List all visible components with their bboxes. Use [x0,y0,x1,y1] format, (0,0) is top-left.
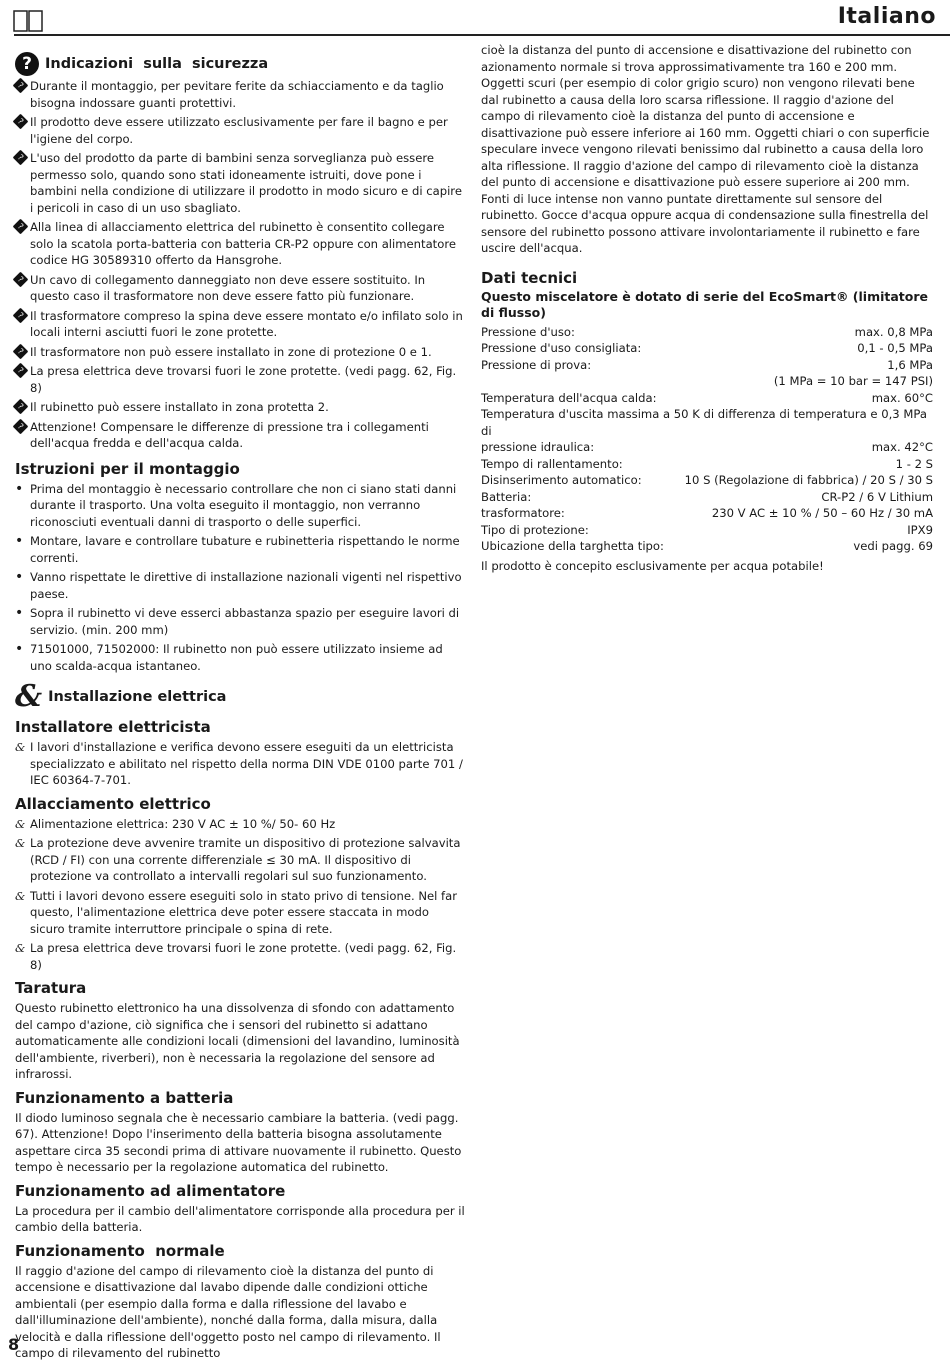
ampersand-icon: & [15,888,26,903]
bullet-icon: • [15,569,24,585]
spec-label: pressione idraulica: [481,440,595,454]
safety-item [15,399,465,416]
safety-heading [15,52,465,76]
safety-item-text: Il trasformatore non può essere installato in zone di protezione 0 e 1. [30,344,432,359]
bullet-icon: • [15,480,24,497]
assembly-title: Istruzioni per il montaggio [15,459,240,478]
spec-value: 1 - 2 S [895,456,933,471]
assembly-item-text: Vanno rispettate le direttive di installazione nazionali vigenti nel rispettivo paese. [30,570,462,601]
calibration-title: Taratura [15,979,87,997]
spec-label: Pressione d'uso: [481,324,575,339]
electrical-heading [15,679,465,714]
safety-item-text: Attenzione! Compensare le differenze di pressione tra i collegamenti dell'acqua fredda e dell'acqua calda. [30,419,429,450]
safety-item-text: Il rubinetto può essere installato in zona protetta 2. [30,400,329,414]
safety-title: Indicazioni sulla sicurezza [45,56,269,72]
assembly-item [15,641,465,674]
warning-diamond-icon [15,344,30,361]
assembly-item-text: 71501000, 71502000: Il rubinetto non può essere utilizzato insieme ad uno scalda-acqua istantaneo. [30,642,443,673]
assembly-item [15,533,465,566]
spec-row [481,357,933,374]
warning-diamond-icon [15,308,30,341]
safety-item-text: Il prodotto deve essere utilizzato esclusivamente per fare il bagno e per l'igiene del corpo. [30,115,448,146]
safety-item [15,150,465,216]
bullet-icon: • [15,605,24,621]
tech-data-title: Dati tecnici [481,268,578,287]
spec-value: IPX9 [907,522,933,537]
assembly-item-text: Prima del montaggio è necessario controllare che non ci siano stati danni durante il trasporto. Una volta eseguito il montaggio, non verranno riconosciuti eventuali danni di trasporto o delle superfici. [30,481,457,529]
spec-row [481,324,933,341]
safety-item [15,272,465,305]
safety-item [15,219,465,269]
spec-label: Disinserimento automatico: [481,473,642,487]
connection-item [15,835,465,885]
battery-title: Funzionamento a batteria [15,1088,234,1107]
safety-item [15,419,465,452]
safety-item-text: La presa elettrica deve trovarsi fuori le zone protette. (vedi pagg. 62, Fig. 8) [30,364,457,395]
spec-label: Batteria: [481,489,532,504]
spec-row [481,505,933,522]
connection-item-text: La presa elettrica deve trovarsi fuori le zone protette. (vedi pagg. 62, Fig. 8) [30,941,457,972]
spec-row [481,522,933,539]
electrician-title: Installatore elettricista [15,718,211,736]
spec-row [481,373,933,390]
spec-value: vedi pagg. 69 [853,539,933,553]
ampersand-icon: & [15,836,26,850]
spec-label: trasformatore: [481,506,565,520]
safety-item [15,308,465,341]
safety-item [15,363,465,396]
spec-label: Temperatura d'uscita massima a 50 K di differenza di temperatura e 0,3 MPa di [481,407,927,438]
connection-item [15,816,465,833]
spec-label: Ubicazione della targhetta tipo: [481,539,664,553]
left-column [15,52,465,673]
spec-value: max. 0,8 MPa [854,324,933,339]
electrician-item [15,739,465,789]
book-icon [13,10,43,32]
warning-diamond-icon [15,419,30,452]
connection-item [15,940,465,973]
safety-item-text: Il trasformatore compreso la spina deve essere montato e/o infilato solo in locali interni asciutti fuori le zone protette. [30,308,463,339]
safety-item-text: L'uso del prodotto da parte di bambini senza sorveglianza può essere permesso solo, quando sono stati idoneamente istruiti, dove pone i bambini nella condizione di utilizzare il prodotto in modo sicuro e di capire i pericoli in caso di un uso sbagliato. [30,151,462,215]
connection-item-text: Tutti i lavori devono essere eseguiti solo in stato privo di tensione. Nel far questo, l'alimentazione elettrica deve poter essere staccata in modo sicuro tramite interruttore principale o spina di rete. [30,888,458,936]
spec-value: (1 MPa = 10 bar = 147 PSI) [773,374,933,388]
spec-label: Tipo di protezione: [481,522,589,537]
calibration-text: Questo rubinetto elettronico ha una dissolvenza di sfondo con adattamento del campo d'azione, ciò significa che i sensori del rubinetto si adattano automaticamente alle condizioni locali (dimensioni del lavandino, luminosità dell'ambiente, riverberi), non è necessaria la regolazione del sensore ad infrarossi. [15,1001,460,1081]
warning-diamond-icon [15,363,30,396]
connection-item [15,888,465,938]
spec-value: 10 S (Regolazione di fabbrica) / 20 S / 30 S [684,473,933,487]
warning-diamond-icon [15,78,30,111]
spec-value: 1,6 MPa [887,357,933,372]
warning-diamond-icon [15,272,30,305]
question-mark-icon: ? [15,52,39,76]
safety-item [15,78,465,111]
spec-row [481,340,933,357]
spec-value: CR-P2 / 6 V Lithium [821,489,933,504]
warning-diamond-icon [15,399,30,416]
safety-list [15,78,465,452]
assembly-list [15,481,465,675]
bullet-icon: • [15,533,24,549]
spec-row [481,439,933,456]
right-column [481,42,933,574]
header-divider [14,34,950,36]
assembly-item [15,481,465,531]
sensor-range-text: cioè la distanza del punto di accensione e disattivazione del rubinetto con azionamento normale si trova approssimativamente tra 160 e 200 mm. Oggetti scuri (per esempio di color grigio scuro) non vengono rilevati bene dal rubinetto a causa della loro scarsa riflessione. Il raggio d'azione del campo di rilevamento cioè la distanza del punto di accensione e disattivazione può essere inferiore ai 160 mm. Oggetti chiari o con superficie speculare invece vengono rilevati benissimo dal rubinetto a causa della loro alta riflessione. Il raggio d'azione del campo di rilevamento cioè la distanza del punto di accensione e disattivazione può essere superiore ai 200 mm. Fonti di luce intense non vanno puntate direttamente sul sensore del rubinetto. Gocce d'acqua oppure acqua di condensazione sulla finestrella del sensore del rubinetto possono attivare involontariamente il rubinetto e fare uscire dell'acqua. [481,43,930,255]
electrical-section [15,679,465,1362]
ampersand-icon: & [15,816,26,831]
electrical-title: Installazione elettrica [48,689,227,705]
assembly-item-text: Sopra il rubinetto vi deve esserci abbastanza spazio per eseguire lavori di servizio. (min. 200 mm) [30,606,460,637]
bullet-icon: • [15,641,24,657]
electrician-item-text: I lavori d'installazione e verifica devono essere eseguiti da un elettricista specializzato e abilitato nel rispetto della norma DIN VDE 0100 parte 701 / IEC 60364-7-701. [30,740,463,787]
spec-row [481,390,933,407]
spec-label: Pressione d'uso consigliata: [481,341,642,355]
power-supply-text: La procedura per il cambio dell'alimentatore corrisponde alla procedura per il cambio della batteria. [15,1203,465,1234]
safety-item [15,344,465,361]
ampersand-icon: & [15,679,43,714]
warning-diamond-icon [15,219,30,269]
normal-operation-title: Funzionamento normale [15,1241,225,1260]
warning-diamond-icon [15,150,30,216]
connection-list [15,816,465,974]
spec-value: 0,1 - 0,5 MPa [857,341,933,355]
spec-label: Tempo di rallentamento: [481,456,623,471]
spec-value: 230 V AC ± 10 % / 50 – 60 Hz / 30 mA [711,506,933,520]
spec-label: Pressione di prova: [481,357,592,372]
language-title: Italiano [837,4,936,29]
power-supply-title: Funzionamento ad alimentatore [15,1181,286,1200]
normal-operation-text: Il raggio d'azione del campo di rilevamento cioè la distanza del punto di accensione e disattivazione dal lavabo dipende dalle condizioni ottiche ambientali (per esempio dalla forma e dalla riflessione del lavabo e dall'illuminazione dell'ambiente), nonché dalla forma, dalla misura, dalla velocità e dalla riflessione dell'oggetto posto nel campo di rilevamento. Il campo di rilevamento del rubinetto [15,1263,441,1360]
spec-row [481,406,933,439]
battery-text: Il diodo luminoso segnala che è necessario cambiare la batteria. (vedi pagg. 67). Attenzione! Dopo l'inserimento della batteria bisogna assolutamente aspettare circa 35 secondi prima di attivare nuovamente il rubinetto. Questo tempo è necessario per la regolazione automatica del rubinetto. [15,1110,462,1174]
electrician-list [15,739,465,789]
footer-note: Il prodotto è concepito esclusivamente per acqua potabile! [481,558,824,573]
assembly-item [15,605,465,638]
spec-row [481,456,933,473]
ampersand-icon: & [15,740,26,754]
spec-row [481,489,933,506]
safety-item-text: Durante il montaggio, per pevitare ferite da schiacciamento e da taglio bisogna indossare guanti protettivi. [30,79,444,110]
safety-item-text: Un cavo di collegamento danneggiato non deve essere sostituito. In questo caso il trasformatore non deve essere fatto più funzionare. [30,272,426,303]
spec-value: max. 60°C [871,390,933,405]
assembly-item-text: Montare, lavare e controllare tubature e rubinetteria rispettando le norme correnti. [30,534,460,565]
safety-item-text: Alla linea di allacciamento elettrica del rubinetto è consentito collegare solo la scatola porta-batteria con batteria CR-P2 oppure con alimentatore codice HG 30589310 offerto da Hansgrohe. [30,220,456,267]
tech-data-subtitle: Questo miscelatore è dotato di serie del EcoSmart® (limitatore di flusso) [481,288,929,320]
spec-list [481,324,933,555]
safety-item [15,114,465,147]
connection-item-text: La protezione deve avvenire tramite un dispositivo di protezione salvavita (RCD / FI) con una corrente differenziale ≤ 30 mA. Il dispositivo di protezione va controllato a intervalli regolari sul suo funzionamento. [30,836,461,883]
page-number: 8 [8,1335,20,1354]
assembly-item [15,569,465,602]
spec-row [481,538,933,555]
connection-title: Allacciamento elettrico [15,794,211,813]
warning-diamond-icon [15,114,30,147]
connection-item-text: Alimentazione elettrica: 230 V AC ± 10 %/ 50- 60 Hz [30,816,336,831]
spec-label: Temperatura dell'acqua calda: [481,390,657,405]
spec-value: max. 42°C [871,440,933,454]
spec-row [481,472,933,489]
ampersand-icon: & [15,941,26,955]
